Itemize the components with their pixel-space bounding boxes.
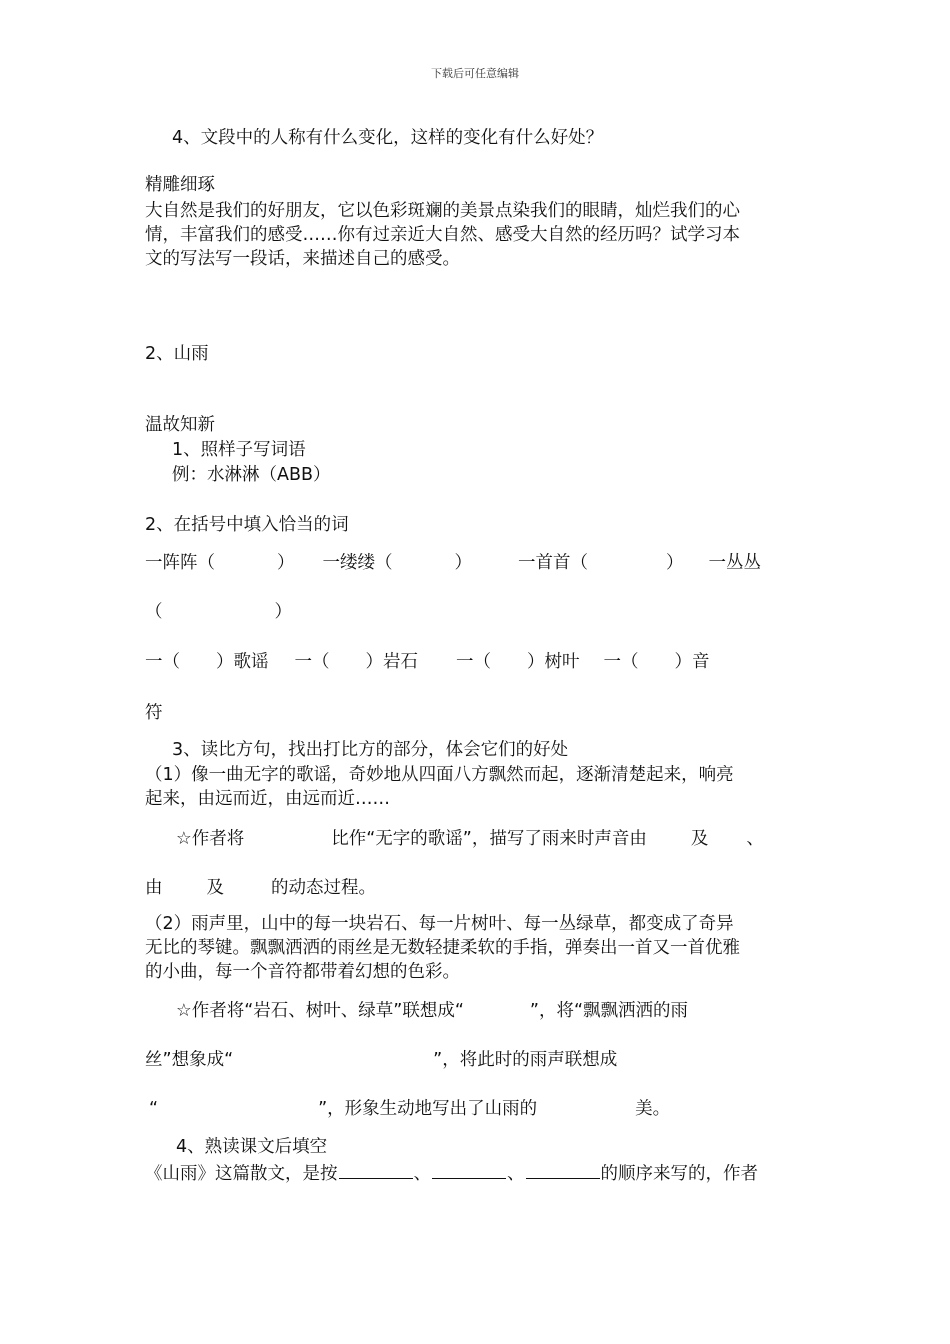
fill-label: 一丛丛 [708,553,761,573]
fill-text: 丝”想象成“ [145,1050,234,1070]
fill-label: 一（ [603,652,639,672]
fill-label: 一（ [294,652,330,672]
fill-text: 的顺序来写的，作者 [600,1164,758,1184]
fill-text: 、 [507,1164,525,1184]
fill-text: 《山雨》这篇散文，是按 [145,1164,338,1184]
fill-text: 美。 [635,1099,671,1119]
fill-sentence [145,876,376,900]
fill-bracket-close: ） [666,553,684,573]
fill-text: “ [149,1099,159,1119]
fill-text: ”，将此时的雨声联想成 [433,1050,618,1070]
fill-label: ）音 [674,652,710,672]
section-title-wengu: 温故知新 [145,415,215,435]
question-4-title: 4、熟读课文后填空 [176,1137,328,1157]
question-3-title: 3、读比方句，找出打比方的部分，体会它们的好处 [172,740,569,760]
fill-bracket-close: ） [274,602,292,622]
fill-text: 及 [206,878,224,898]
question-2-title: 2、在括号中填入恰当的词 [145,515,349,535]
fill-text: 由 [145,878,163,898]
question-1: 1、照样子写词语 [172,440,306,460]
fill-sentence [145,1048,617,1072]
paragraph-line: 无比的琴键。飘飘洒洒的雨丝是无数轻捷柔软的手指，弹奏出一首又一首优雅 [145,938,740,958]
fill-row [145,551,761,575]
answer-blank[interactable] [432,1160,506,1179]
question-4-top: 4、文段中的人称有什么变化，这样的变化有什么好处？ [172,128,604,148]
fill-sentence [145,1160,758,1186]
fill-text: ”，将“飘飘洒洒的雨 [529,1001,689,1021]
paragraph-line: 情，丰富我们的感受……你有过亲近大自然、感受大自然的经历吗？试学习本 [145,225,740,245]
fill-label: 一缕缕（ [322,553,393,573]
paragraph-line: 大自然是我们的好朋友，它以色彩斑斓的美景点染我们的眼睛，灿烂我们的心 [145,201,740,221]
fill-text: 、 [413,1164,431,1184]
fill-row-continued: 符 [145,703,163,723]
paragraph-line: 文的写法写一段话，来描述自己的感受。 [145,249,460,269]
fill-text: ”，形象生动地写出了山雨的 [318,1099,538,1119]
paragraph-line: 的小曲，每一个音符都带着幻想的色彩。 [145,962,460,982]
fill-text: ☆作者将“岩石、树叶、绿草”联想成“ [176,1001,464,1021]
fill-row [145,650,710,674]
fill-text: 比作“无字的歌谣”，描写了雨来时声音由 [331,829,647,849]
fill-row [145,600,292,624]
paragraph-line: （2）雨声里，山中的每一块岩石、每一片树叶、每一丛绿草，都变成了奇异 [145,914,734,934]
fill-label: 一首首（ [518,553,588,573]
fill-label: 一阵阵（ [145,553,215,573]
answer-blank[interactable] [526,1160,600,1179]
paragraph-line: 起来，由远而近，由远而近…… [145,789,390,809]
fill-label: 一（ [456,652,491,672]
fill-bracket-open: （ [145,602,163,622]
fill-bracket-close: ） [454,553,472,573]
paragraph-line: （1）像一曲无字的歌谣，奇妙地从四面八方飘然而起，逐渐清楚起来，响亮 [145,765,734,785]
fill-sentence [176,999,688,1023]
fill-text: 及 [690,829,709,849]
fill-label: ）树叶 [527,652,580,672]
fill-label: ）歌谣 [216,652,269,672]
section-title-jingdiao: 精雕细琢 [145,175,215,195]
fill-sentence [176,827,764,851]
fill-text: 、 [746,829,764,849]
fill-text: 的动态过程。 [271,878,376,898]
answer-blank[interactable] [339,1160,413,1179]
fill-sentence [149,1097,670,1121]
example-text: 例：水淋淋（ABB） [172,465,331,485]
fill-label: 一（ [145,652,180,672]
page-header: 下载后可任意编辑 [431,67,519,80]
fill-label: ）岩石 [365,652,418,672]
lesson-title: 2、山雨 [145,344,209,364]
fill-bracket-close: ） [277,553,295,573]
fill-text: ☆作者将 [176,829,245,849]
